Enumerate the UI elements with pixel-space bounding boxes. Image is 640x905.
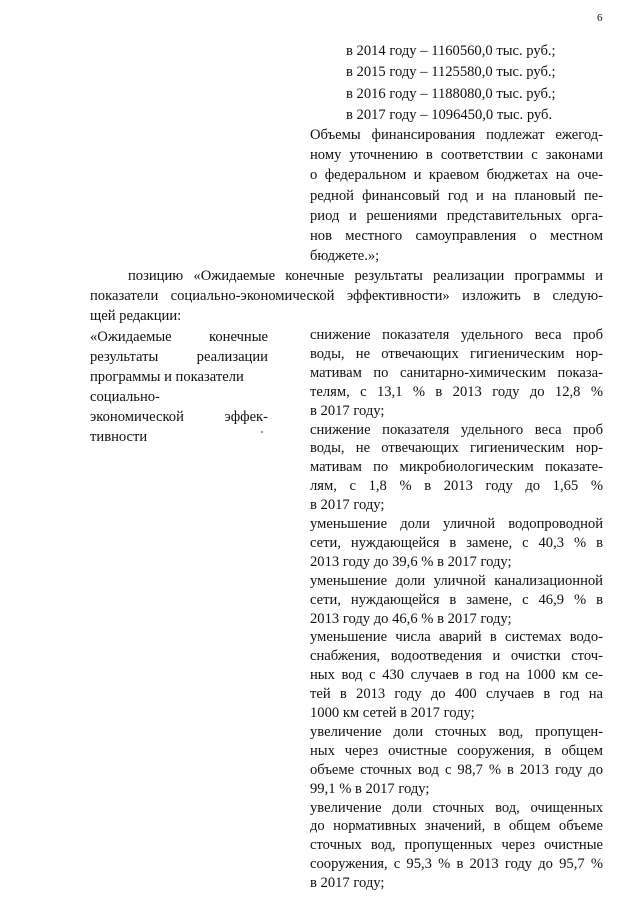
right-column-line: 2013 году до 39,6 % в 2017 году;	[310, 553, 512, 570]
right-column-line: воды, не отвечающих гигиеническим нор-	[310, 345, 603, 362]
right-column-line: ных вод с 430 случаев в год на 1000 км се-	[310, 667, 603, 684]
right-column-line: мативам по санитарно-химическим показа-	[310, 364, 603, 381]
financing-note-line: нов местного самоуправления о местном	[310, 228, 603, 244]
right-column-line: увеличение доли сточных вод, пропущен-	[310, 723, 603, 740]
right-column-line: сети, нуждающейся в замене, с 40,3 % в	[310, 534, 603, 551]
scan-speck	[261, 431, 263, 433]
right-column-line: сооружения, с 95,3 % в 2013 году до 95,7 %	[310, 856, 603, 873]
right-column-line: ных через очистные сооружения, в общем	[310, 742, 603, 759]
financing-note-line: о федеральном и краевом бюджетах на оче-	[310, 167, 603, 183]
left-column-line: экономической эффек-	[90, 409, 268, 425]
right-column-line: в 2017 году;	[310, 875, 385, 892]
right-column-line: снижение показателя удельного веса проб	[310, 327, 603, 343]
right-column-line: 2013 году до 46,6 % в 2017 году;	[310, 610, 512, 627]
right-column-line: 99,1 % в 2017 году;	[310, 780, 430, 797]
financing-note-line: Объемы финансирования подлежат ежегод-	[310, 127, 603, 143]
financing-year-line: в 2016 году – 1188080,0 тыс. руб.;	[346, 86, 556, 102]
financing-year-line: в 2014 году – 1160560,0 тыс. руб.;	[346, 43, 556, 59]
left-column-line: тивности	[90, 429, 148, 445]
right-column-line: в 2017 году;	[310, 402, 385, 419]
left-column-line: программы и показатели	[90, 369, 244, 385]
left-column-line: социально-	[90, 389, 160, 405]
right-column-line: объеме сточных вод с 98,7 % в 2013 году до	[310, 761, 603, 778]
instruction-line: позицию «Ожидаемые конечные результаты реализации программы и	[128, 268, 603, 284]
right-column-line: уменьшение числа аварий в системах водо-	[310, 629, 603, 646]
right-column-line: снабжения, водоотведения и очистки сточ-	[310, 648, 603, 665]
right-column-line: мативам по микробиологическим показате-	[310, 459, 603, 476]
page-number: 6	[597, 12, 603, 24]
financing-note-line: редной финансовый год и на плановый пе-	[310, 188, 603, 204]
right-column-line: воды, не отвечающих гигиеническим нор-	[310, 440, 603, 457]
right-column-line: 1000 км сетей в 2017 году;	[310, 705, 475, 721]
right-column-line: телям, с 13,1 % в 2013 году до 12,8 %	[310, 383, 603, 400]
left-column-line: «Ожидаемые конечные	[90, 329, 268, 345]
right-column-line: увеличение доли сточных вод, очищенных	[310, 799, 603, 816]
right-column-line: сточных вод, пропущенных через очистные	[310, 837, 603, 854]
financing-year-line: в 2017 году – 1096450,0 тыс. руб.	[346, 107, 553, 123]
financing-note-line: бюджете.»;	[310, 248, 380, 264]
right-column-line: уменьшение доли уличной канализационной	[310, 572, 603, 589]
financing-note-line: риод и решениями представительных орга-	[310, 208, 603, 224]
instruction-line: показатели социально-экономической эффективности» изложить в следую-	[90, 288, 603, 304]
right-column-line: снижение показателя удельного веса проб	[310, 421, 603, 438]
right-column-line: лям, с 1,8 % в 2013 году до 1,65 %	[310, 478, 603, 495]
right-column-line: тей в 2013 году до 400 случаев в год на	[310, 686, 603, 703]
instruction-line: щей редакции:	[90, 308, 182, 324]
left-column-line: результаты реализации	[90, 349, 268, 365]
financing-year-line: в 2015 году – 1125580,0 тыс. руб.;	[346, 64, 556, 80]
right-column-line: до нормативных значений, в общем объеме	[310, 818, 603, 835]
financing-note-line: ному уточнению в соответствии с законами	[310, 147, 603, 163]
right-column-line: уменьшение доли уличной водопроводной	[310, 516, 603, 532]
right-column-line: сети, нуждающейся в замене, с 46,9 % в	[310, 591, 603, 608]
right-column-line: в 2017 году;	[310, 497, 385, 514]
